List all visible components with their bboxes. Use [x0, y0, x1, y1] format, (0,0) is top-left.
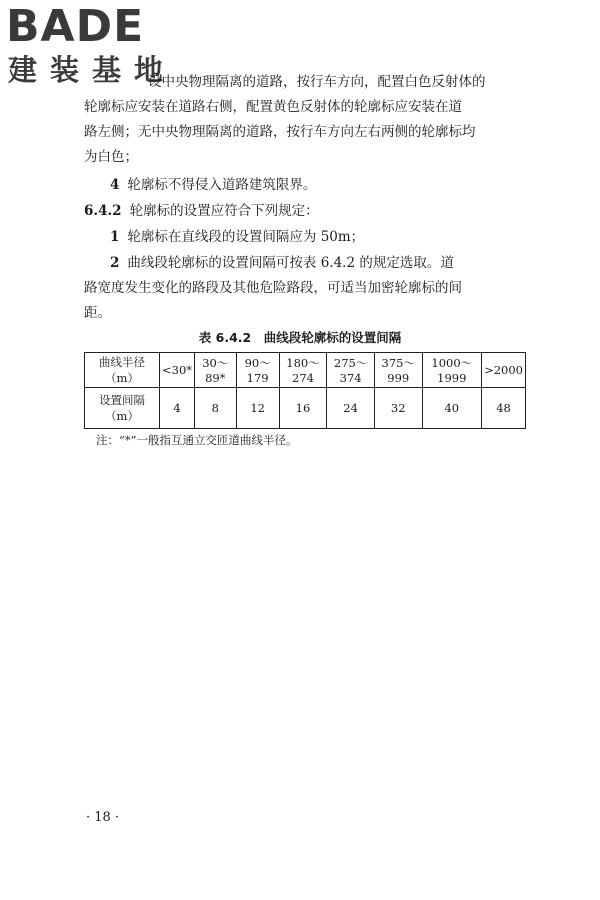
radius-cell: 90～179	[236, 353, 279, 388]
radius-cell: 30～89*	[195, 353, 237, 388]
table-title: 表 6.4.2 曲线段轮廓标的设置间隔	[198, 330, 402, 345]
item-4	[110, 173, 550, 198]
radius-cell: >2000	[482, 353, 526, 388]
spacing-table	[84, 352, 526, 429]
text-line-3: 路左侧；无中央物理隔离的道路，按行车方向左右两侧的轮廓标均	[84, 124, 476, 140]
table-note: 注：“*”一般指互通立交匝道曲线半径。	[96, 433, 298, 447]
brand-logo: BADE	[6, 1, 145, 52]
section-number: 6.4.2	[84, 203, 122, 219]
item-4-text: 轮廓标不得侵入道路建筑限界。	[127, 177, 317, 193]
spacing-cell: 32	[374, 388, 422, 429]
spacing-cell: 8	[195, 388, 237, 429]
radius-cell: 275～374	[327, 353, 375, 388]
brand-subtitle: 建装基地	[8, 53, 177, 87]
item-2-continuation-1: 路宽度发生变化的路段及其他危险路段，可适当加密轮廓标的间	[84, 280, 462, 296]
radius-cell: <30*	[160, 353, 195, 388]
spacing-cell: 40	[422, 388, 481, 429]
table-row	[85, 353, 526, 388]
section-text: 轮廓标的设置应符合下列规定：	[129, 203, 319, 219]
spacing-cell: 24	[327, 388, 375, 429]
spacing-cell: 48	[482, 388, 526, 429]
item-1	[110, 225, 550, 250]
radius-header: 曲线半径（m）	[85, 353, 160, 388]
item-1-text: 轮廓标在直线段的设置间隔应为 50m；	[127, 229, 365, 245]
item-2	[110, 251, 530, 276]
radius-cell: 375～999	[374, 353, 422, 388]
radius-cell: 1000～1999	[422, 353, 481, 388]
page-number: · 18 ·	[86, 810, 120, 825]
spacing-header: 设置间隔（m）	[85, 388, 160, 429]
text-line-2: 轮廓标应安装在道路右侧，配置黄色反射体的轮廓标应安装在道	[84, 99, 462, 115]
spacing-cell: 4	[160, 388, 195, 429]
item-2-number: 2	[110, 255, 120, 271]
spacing-cell: 16	[279, 388, 327, 429]
item-1-number: 1	[110, 229, 120, 245]
item-2-continuation-2: 距。	[84, 305, 111, 321]
table-row	[85, 388, 526, 429]
section-6-4-2	[84, 199, 524, 224]
item-2-text: 曲线段轮廓标的设置间隔可按表 6.4.2 的规定选取。道	[127, 255, 454, 271]
text-line-1: 设中央物理隔离的道路，按行车方向，配置白色反射体的	[148, 74, 486, 90]
radius-cell: 180～274	[279, 353, 327, 388]
spacing-cell: 12	[236, 388, 279, 429]
item-4-number: 4	[110, 177, 120, 193]
text-line-4: 为白色；	[84, 149, 138, 165]
